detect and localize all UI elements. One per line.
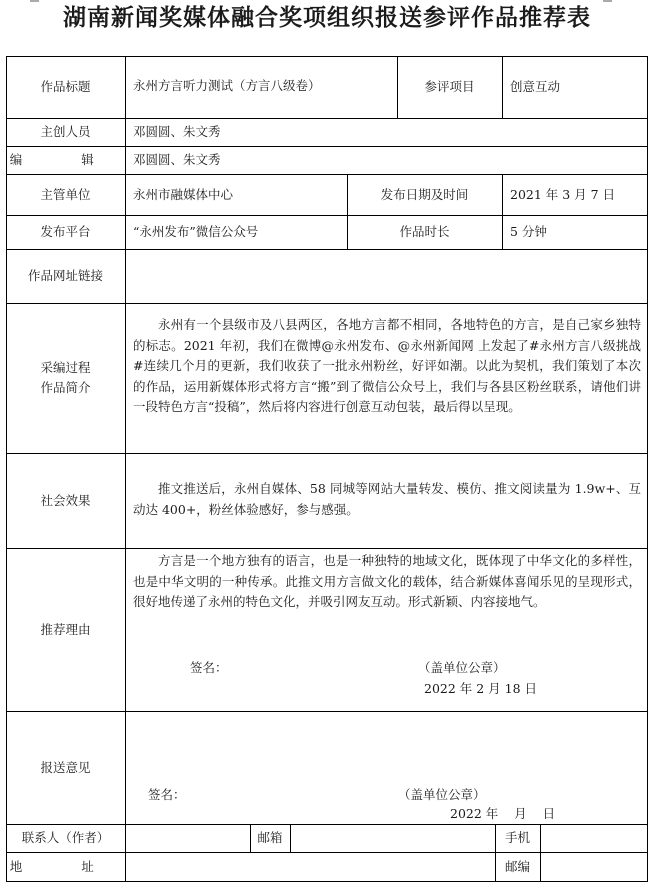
editors-value: 邓圆圆、朱文秀 [133, 152, 221, 167]
category-label: 参评项目 [424, 79, 475, 94]
contact-input[interactable] [125, 824, 250, 852]
reason-seal-label: （盖单位公章） [418, 660, 506, 675]
email-input[interactable] [290, 824, 495, 852]
process-text: 永州有一个县级市及八县两区，各地方言都不相同，各地特色的方言，是自己家乡独特的标志。2021 年初，我们在微博@永州发布、@永州新闻网 上发起了#永州方言八级挑战#连续几个月的更新，我们收获了一批永州粉丝，好评如潮。以此为契机，我们策划了本次的作品，运用新媒体形式将方言“搬”到了微信公众号上，我们与各县区粉丝联系，请他们讲一段特色方言“投稿”，然后将内容进行创意互动包装，最后得以呈现。 [133, 317, 641, 414]
opinion-label: 报送意见 [40, 759, 91, 775]
address-label-text: 地 址 [9, 859, 122, 874]
effect-text: 推文推送后，永州自媒体、58 同城等网站大量转发、模仿、推文阅读量为 1.9w+、互动达 400+，粉丝体验感好，参与感强。 [133, 481, 641, 517]
zip-input[interactable] [540, 852, 648, 882]
opinion-date [450, 805, 555, 823]
address-input[interactable] [125, 852, 495, 882]
process-label-line1: 采编过程 [40, 360, 91, 375]
phone-label: 手机 [504, 830, 530, 845]
process-label [6, 303, 125, 453]
phone-input[interactable] [540, 824, 648, 852]
publish-date-value: 2021 年 3 月 7 日 [510, 186, 616, 202]
zip-label: 邮编 [504, 859, 530, 874]
editors-label-text: 编 辑 [9, 152, 122, 167]
duration-label: 作品时长 [399, 224, 450, 239]
scan-mark-right [603, 0, 612, 2]
category-value: 创意互动 [510, 79, 561, 94]
scan-mark-left [30, 0, 39, 2]
editors-label [6, 146, 125, 174]
reason-date: 2022 年 2 月 18 日 [424, 681, 538, 696]
email-label: 邮箱 [257, 830, 283, 845]
address-label [6, 852, 125, 882]
contact-label: 联系人（作者） [21, 830, 110, 845]
work-title-value: 永州方言听力测试（方言八级卷） [133, 78, 321, 93]
platform-value: “永州发布”微信公众号 [133, 224, 259, 239]
creators-label: 主创人员 [40, 124, 91, 139]
reason-text: 方言是一个地方独有的语言，也是一种独特的地域文化，既体现了中华文化的多样性，也是中华文明的一种传承。此推文用方言做文化的载体，结合新媒体喜闻乐见的呈现形式，很好地传递了永州的特色文化，并吸引网友互动。形式新颖、内容接地气。 [133, 553, 641, 609]
opinion-date-text: 2022 年 月 日 [450, 806, 556, 821]
unit-value: 永州市融媒体中心 [133, 186, 234, 202]
work-title-label: 作品标题 [40, 79, 91, 94]
reason-label: 推荐理由 [40, 621, 91, 637]
unit-label: 主管单位 [40, 186, 91, 202]
reason-sign-label: 签名： [190, 660, 228, 675]
effect-label: 社会效果 [40, 492, 91, 508]
process-label-line2: 作品简介 [40, 380, 91, 395]
opinion-sign-label: 签名： [148, 787, 186, 802]
publish-date-label: 发布日期及时间 [380, 186, 469, 202]
opinion-seal-label: （盖单位公章） [398, 787, 486, 802]
url-value [125, 249, 648, 303]
platform-label: 发布平台 [40, 224, 91, 239]
url-label: 作品网址链接 [27, 268, 103, 283]
page-title: 湖南新闻奖媒体融合奖项组织报送参评作品推荐表 [63, 5, 591, 31]
creators-value: 邓圆圆、朱文秀 [133, 124, 221, 139]
duration-value: 5 分钟 [510, 224, 547, 239]
